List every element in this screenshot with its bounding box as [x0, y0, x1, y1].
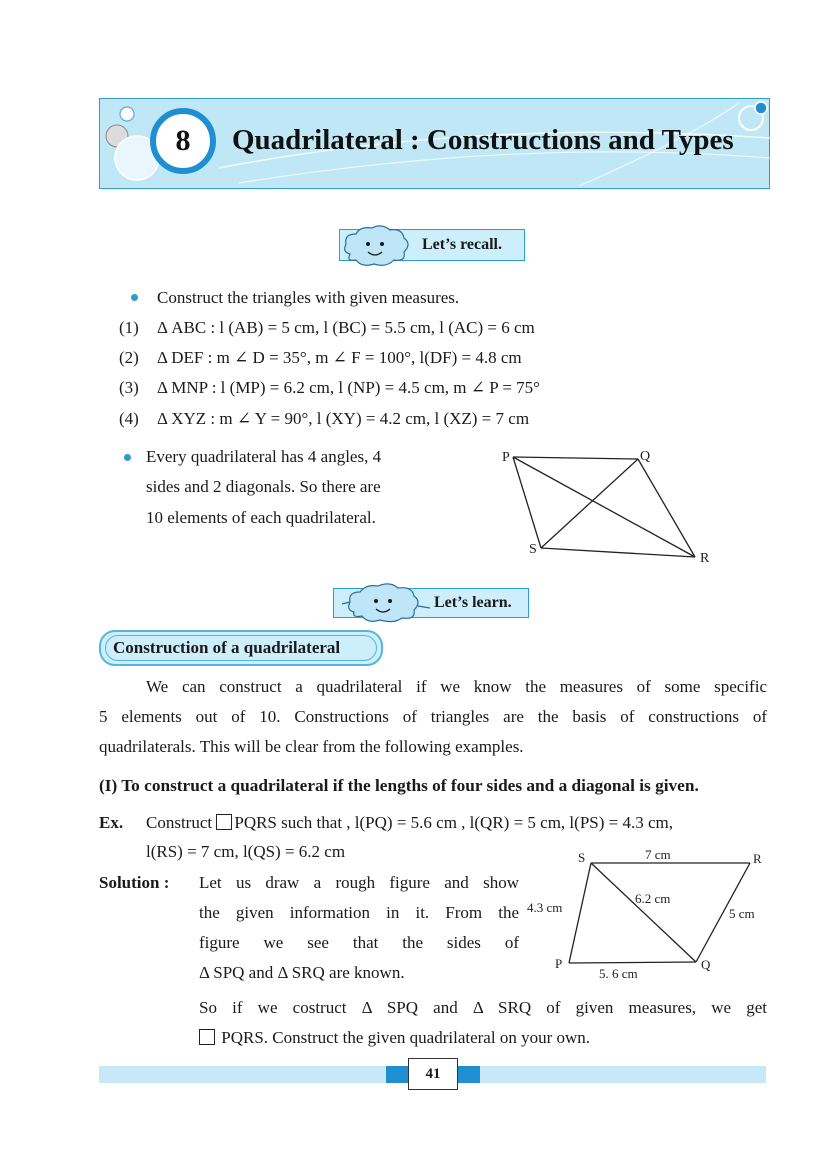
intro-line-2: 5 elements out of 10. Constructions of triangles are the basis of constructions of: [99, 707, 767, 726]
learn-tag-label: Let’s learn.: [434, 594, 512, 611]
fig2-length-ps: 4.3 cm: [527, 900, 563, 915]
recall-item-2-num: (2): [119, 348, 139, 367]
intro-line-1: We can construct a quadrilateral if we know the measures of some specific: [146, 677, 767, 696]
elements-line-3: 10 elements of each quadrilateral.: [146, 508, 376, 527]
quadrilateral-figure-1: [495, 440, 725, 575]
fig2-length-sr: 7 cm: [645, 847, 671, 862]
recall-item-4-num: (4): [119, 409, 139, 428]
intro-paragraph: [99, 672, 767, 762]
recall-item-3-num: (3): [119, 378, 139, 397]
fig2-label-q: Q: [701, 957, 711, 972]
elements-line-2: sides and 2 diagonals. So there are: [146, 477, 381, 496]
solution-line-6: [199, 1023, 590, 1053]
section-heading-box: [99, 630, 383, 666]
case-heading: (I) To construct a quadrilateral if the lengths of four sides and a diagonal is given.: [99, 776, 699, 795]
solution-line-3: figure we see that the sides of: [199, 933, 519, 952]
section-heading: Construction of a quadrilateral: [113, 638, 341, 657]
recall-bullet: [131, 294, 138, 301]
recall-item-1-num: (1): [119, 318, 139, 337]
example-line-1: [146, 808, 673, 838]
example-line-2: l(RS) = 7 cm, l(QS) = 6.2 cm: [146, 842, 346, 861]
fig1-label-p: P: [502, 450, 510, 465]
recall-item-4: Δ XYZ : m ∠ Y = 90°, l (XY) = 4.2 cm, l (XZ) = 7 cm: [157, 409, 530, 428]
fig1-label-s: S: [529, 542, 537, 557]
square-symbol-icon: [216, 814, 232, 830]
recall-tag-label: Let’s recall.: [422, 236, 502, 253]
fig2-length-pq: 5. 6 cm: [599, 966, 638, 981]
fig1-label-r: R: [700, 551, 710, 566]
recall-item-3: Δ MNP : l (MP) = 6.2 cm, l (NP) = 4.5 cm, m ∠ P = 75°: [157, 378, 540, 397]
example-line-1-text: PQRS such that , l(PQ) = 5.6 cm , l(QR) = 5 cm, l(PS) = 4.3 cm,: [234, 813, 673, 832]
fig2-length-qr: 5 cm: [729, 906, 755, 921]
fig2-label-p: P: [555, 956, 563, 971]
example-construct-word: Construct: [146, 813, 213, 832]
solution-line-5: So if we costruct Δ SPQ and Δ SRQ of given measures, we get: [199, 998, 767, 1017]
elements-line-1: Every quadrilateral has 4 angles, 4: [146, 447, 382, 466]
square-symbol-icon: [199, 1029, 215, 1045]
solution-line-1: Let us draw a rough figure and show: [199, 873, 519, 892]
solution-label: Solution :: [99, 873, 170, 892]
intro-line-3: quadrilaterals. This will be clear from the following examples.: [99, 737, 524, 756]
recall-item-2: Δ DEF : m ∠ D = 35°, m ∠ F = 100°, l(DF) = 4.8 cm: [157, 348, 522, 367]
example-label: Ex.: [99, 813, 124, 832]
solution-paragraph: [199, 868, 519, 988]
page-number: 41: [408, 1058, 458, 1090]
fig2-length-qs: 6.2 cm: [635, 891, 671, 906]
fig2-label-r: R: [753, 851, 762, 866]
recall-item-1: Δ ABC : l (AB) = 5 cm, l (BC) = 5.5 cm, l (AC) = 6 cm: [157, 318, 535, 337]
fig1-label-q: Q: [640, 449, 651, 464]
solution-line-2: the given information in it. From the: [199, 903, 519, 922]
chapter-number: 8: [150, 108, 216, 174]
solution-line-4: Δ SPQ and Δ SRQ are known.: [199, 963, 405, 982]
elements-bullet: [124, 454, 131, 461]
cloud-icon: [340, 224, 412, 268]
quadrilateral-figure-2: [525, 842, 770, 982]
recall-intro: Construct the triangles with given measures.: [157, 288, 460, 307]
cloud-icon: [340, 582, 432, 624]
fig2-label-s: S: [578, 850, 586, 865]
chapter-title: Quadrilateral : Constructions and Types: [232, 124, 734, 156]
solution-line-6-text: PQRS. Construct the given quadrilateral on your own.: [221, 1028, 591, 1047]
